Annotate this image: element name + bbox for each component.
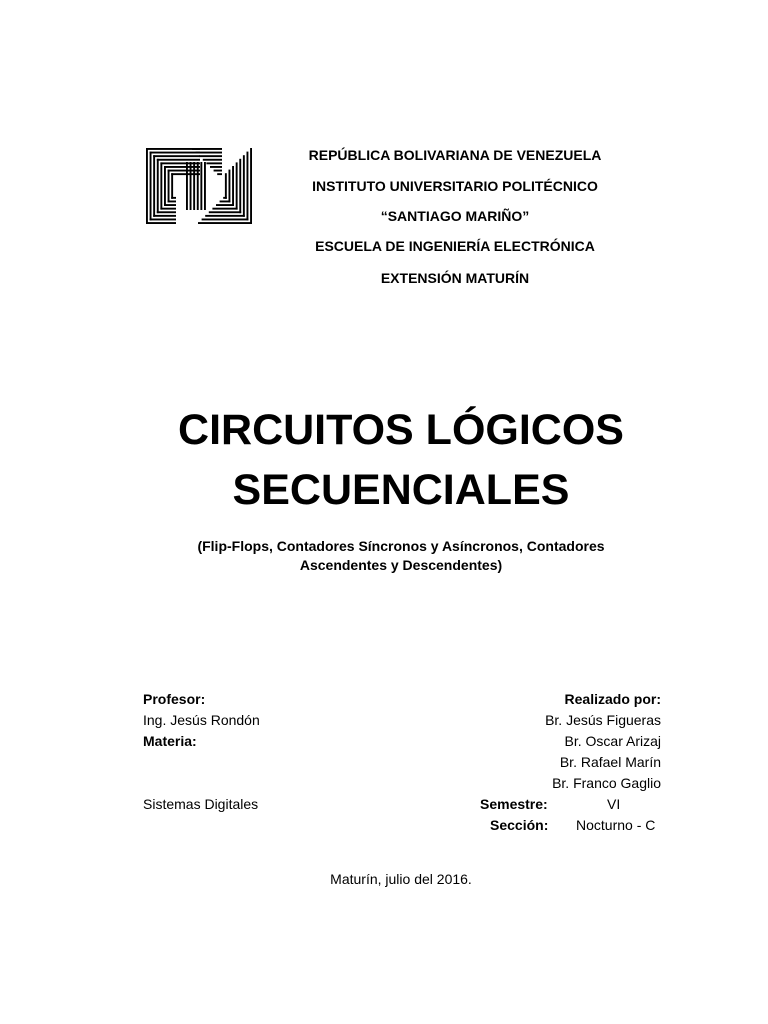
document-subtitle-line-2: Ascendentes y Descendentes) [299, 557, 503, 573]
school-line: ESCUELA DE INGENIERÍA ELECTRÓNICA [315, 238, 595, 254]
extension-line: EXTENSIÓN MATURÍN [380, 270, 530, 286]
document-title-line-2: SECUENCIALES [232, 466, 570, 514]
iupsm-logo-icon [146, 148, 252, 224]
semestre-value: VI [607, 796, 621, 812]
realizado-por-label: Realizado por: [564, 691, 661, 707]
document-title-line-1: CIRCUITOS LÓGICOS [178, 406, 624, 454]
seccion-label: Sección: [490, 817, 549, 833]
semestre-label: Semestre: [480, 796, 548, 812]
author-3: Br. Rafael Marín [559, 754, 661, 770]
materia-label: Materia: [143, 733, 197, 749]
institute-name-line: “SANTIAGO MARIÑO” [380, 208, 530, 224]
profesor-label: Profesor: [143, 691, 206, 707]
profesor-name: Ing. Jesús Rondón [143, 712, 260, 728]
institute-line: INSTITUTO UNIVERSITARIO POLITÉCNICO [312, 178, 598, 194]
author-2: Br. Oscar Arizaj [564, 733, 661, 749]
author-4: Br. Franco Gaglio [552, 775, 661, 791]
author-1: Br. Jesús Figueras [545, 712, 661, 728]
materia-value: Sistemas Digitales [143, 796, 259, 812]
country-line: REPÚBLICA BOLIVARIANA DE VENEZUELA [308, 147, 602, 163]
place-date: Maturín, julio del 2016. [330, 871, 472, 887]
document-subtitle-line-1: (Flip-Flops, Contadores Síncronos y Asíncronos, Contadores [197, 538, 605, 554]
seccion-value: Nocturno - C [576, 817, 656, 833]
